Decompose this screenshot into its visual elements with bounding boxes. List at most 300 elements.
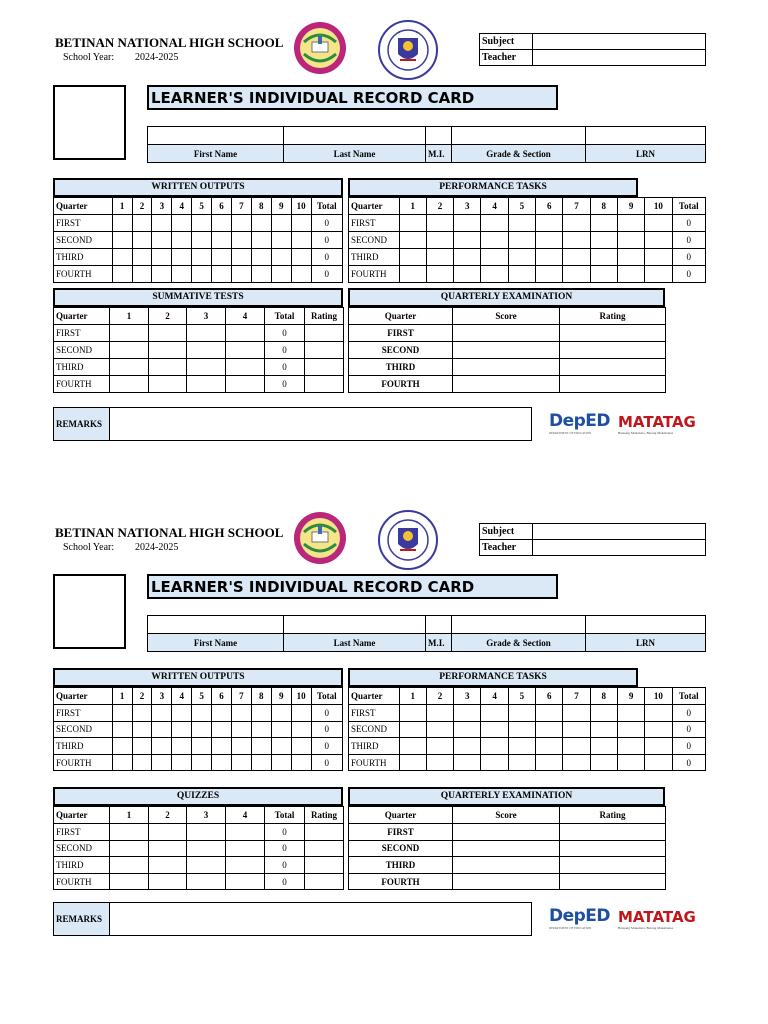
score-cell[interactable] — [617, 705, 644, 722]
score-cell[interactable] — [508, 705, 535, 722]
exam-rating-cell[interactable] — [560, 857, 666, 874]
score-cell[interactable] — [563, 215, 590, 232]
score-cell[interactable] — [645, 754, 672, 771]
grade-section-field[interactable] — [452, 616, 586, 634]
school-seal-icon — [292, 20, 348, 76]
summative-col-header: Rating — [305, 308, 344, 325]
written_outputs-col-header: 2 — [132, 688, 152, 705]
score-cell[interactable] — [399, 705, 426, 722]
score-cell[interactable] — [617, 249, 644, 266]
teacher-field[interactable] — [533, 540, 706, 556]
score-cell[interactable] — [454, 754, 481, 771]
score-cell[interactable] — [192, 754, 212, 771]
score-cell[interactable] — [172, 232, 192, 249]
score-cell[interactable] — [563, 754, 590, 771]
score-cell[interactable] — [645, 249, 672, 266]
score-cell[interactable] — [426, 754, 453, 771]
score-cell[interactable] — [454, 266, 481, 283]
exam-rating-cell[interactable] — [560, 824, 666, 841]
score-cell[interactable] — [563, 705, 590, 722]
score-cell[interactable] — [187, 342, 226, 359]
rating-cell[interactable] — [305, 359, 344, 376]
score-cell[interactable] — [112, 215, 132, 232]
score-cell[interactable] — [172, 249, 192, 266]
score-cell[interactable] — [187, 824, 226, 841]
score-cell[interactable] — [231, 721, 251, 738]
score-cell[interactable] — [192, 249, 212, 266]
photo-box[interactable] — [53, 85, 126, 160]
subject-field[interactable] — [533, 34, 706, 50]
last-name-field[interactable] — [284, 127, 426, 145]
score-cell[interactable] — [110, 840, 149, 857]
score-cell[interactable] — [231, 266, 251, 283]
subject-field[interactable] — [533, 524, 706, 540]
exam-score-cell[interactable] — [453, 325, 560, 342]
score-cell[interactable] — [563, 721, 590, 738]
score-cell[interactable] — [454, 738, 481, 755]
table-row — [349, 215, 706, 232]
score-cell[interactable] — [617, 721, 644, 738]
score-cell[interactable] — [508, 754, 535, 771]
score-cell[interactable] — [563, 232, 590, 249]
exam-score-cell[interactable] — [453, 857, 560, 874]
matatag-logo-text: MATATAG — [618, 413, 696, 431]
total-cell: 0 — [672, 721, 705, 738]
score-cell[interactable] — [426, 266, 453, 283]
score-cell[interactable] — [645, 738, 672, 755]
quarter-label: FOURTH — [349, 873, 453, 890]
exam-score-cell[interactable] — [453, 376, 560, 393]
info-header: First Name — [148, 145, 284, 163]
score-cell[interactable] — [563, 266, 590, 283]
score-cell[interactable] — [399, 215, 426, 232]
card-title: LEARNER'S INDIVIDUAL RECORD CARD — [147, 574, 558, 599]
score-cell[interactable] — [251, 266, 271, 283]
score-cell[interactable] — [149, 342, 187, 359]
exam-rating-cell[interactable] — [560, 359, 666, 376]
score-cell[interactable] — [271, 249, 291, 266]
score-cell[interactable] — [508, 721, 535, 738]
score-cell[interactable] — [454, 215, 481, 232]
score-cell[interactable] — [112, 232, 132, 249]
score-cell[interactable] — [231, 215, 251, 232]
score-cell[interactable] — [271, 215, 291, 232]
score-cell[interactable] — [231, 232, 251, 249]
score-cell[interactable] — [226, 376, 265, 393]
quarter-label: FIRST — [54, 325, 110, 342]
score-cell[interactable] — [149, 840, 187, 857]
score-cell[interactable] — [152, 249, 172, 266]
exam-rating-cell[interactable] — [560, 873, 666, 890]
score-cell[interactable] — [481, 705, 508, 722]
score-cell[interactable] — [149, 873, 187, 890]
score-cell[interactable] — [536, 215, 563, 232]
quarter-label: FIRST — [54, 824, 110, 841]
score-cell[interactable] — [251, 249, 271, 266]
remarks-box[interactable] — [53, 902, 532, 936]
score-cell[interactable] — [149, 857, 187, 874]
score-cell[interactable] — [172, 705, 192, 722]
mi-field[interactable] — [426, 127, 452, 145]
score-cell[interactable] — [291, 705, 311, 722]
score-cell[interactable] — [212, 721, 232, 738]
exam-score-cell[interactable] — [453, 359, 560, 376]
score-cell[interactable] — [212, 215, 232, 232]
total-cell: 0 — [265, 857, 305, 874]
summative-title: SUMMATIVE TESTS — [53, 288, 343, 307]
score-cell[interactable] — [481, 721, 508, 738]
total-cell: 0 — [265, 840, 305, 857]
score-cell[interactable] — [226, 857, 265, 874]
score-cell[interactable] — [590, 705, 617, 722]
score-cell[interactable] — [426, 705, 453, 722]
summative-col-header: 2 — [149, 807, 187, 824]
score-cell[interactable] — [590, 215, 617, 232]
score-cell[interactable] — [271, 721, 291, 738]
score-cell[interactable] — [291, 215, 311, 232]
score-cell[interactable] — [226, 824, 265, 841]
matatag-logo-subtext: Bansang Makabata, Batang Makabansa — [618, 431, 674, 435]
learner-info-table — [147, 126, 706, 163]
performance_tasks-title: PERFORMANCE TASKS — [348, 668, 638, 687]
score-cell[interactable] — [112, 754, 132, 771]
score-cell[interactable] — [271, 266, 291, 283]
summative-table — [53, 806, 344, 890]
performance_tasks-title: PERFORMANCE TASKS — [348, 178, 638, 197]
score-cell[interactable] — [508, 232, 535, 249]
score-cell[interactable] — [132, 705, 152, 722]
score-cell[interactable] — [645, 215, 672, 232]
written_outputs-table — [53, 197, 343, 283]
score-cell[interactable] — [645, 266, 672, 283]
score-cell[interactable] — [454, 721, 481, 738]
score-cell[interactable] — [152, 721, 172, 738]
score-cell[interactable] — [132, 232, 152, 249]
score-cell[interactable] — [110, 857, 149, 874]
performance_tasks-col-header: 3 — [454, 198, 481, 215]
score-cell[interactable] — [212, 738, 232, 755]
teacher-field[interactable] — [533, 50, 706, 66]
score-cell[interactable] — [271, 738, 291, 755]
rating-cell[interactable] — [305, 342, 344, 359]
score-cell[interactable] — [291, 754, 311, 771]
deped-logo-text: DepED — [549, 411, 611, 431]
quarter-label: SECOND — [54, 232, 113, 249]
score-cell[interactable] — [187, 376, 226, 393]
deped-logo-subtext: DEPARTMENT OF EDUCATION — [549, 926, 592, 930]
score-cell[interactable] — [590, 721, 617, 738]
total-cell: 0 — [311, 232, 342, 249]
record-card — [0, 490, 768, 980]
score-cell[interactable] — [226, 342, 265, 359]
written_outputs-col-header: 2 — [132, 198, 152, 215]
table-row — [54, 754, 343, 771]
score-cell[interactable] — [617, 754, 644, 771]
performance_tasks-table — [348, 197, 706, 283]
score-cell[interactable] — [481, 215, 508, 232]
score-cell[interactable] — [110, 376, 149, 393]
score-cell[interactable] — [399, 232, 426, 249]
score-cell[interactable] — [149, 376, 187, 393]
matatag-logo-subtext: Bansang Makabata, Batang Makabansa — [618, 926, 674, 930]
last-name-field[interactable] — [284, 616, 426, 634]
score-cell[interactable] — [112, 705, 132, 722]
exam-score-cell[interactable] — [453, 342, 560, 359]
remarks-label: REMARKS — [54, 903, 110, 935]
score-cell[interactable] — [251, 721, 271, 738]
score-cell[interactable] — [426, 232, 453, 249]
exam-rating-cell[interactable] — [560, 840, 666, 857]
score-cell[interactable] — [187, 840, 226, 857]
card-title: LEARNER'S INDIVIDUAL RECORD CARD — [147, 85, 558, 110]
table-row — [54, 249, 343, 266]
score-cell[interactable] — [563, 738, 590, 755]
score-cell[interactable] — [192, 232, 212, 249]
exam-score-cell[interactable] — [453, 873, 560, 890]
score-cell[interactable] — [645, 705, 672, 722]
performance_tasks-col-header: 8 — [590, 198, 617, 215]
lrn-field[interactable] — [586, 127, 706, 145]
score-cell[interactable] — [536, 266, 563, 283]
score-cell[interactable] — [251, 705, 271, 722]
total-cell: 0 — [672, 249, 705, 266]
score-cell[interactable] — [481, 738, 508, 755]
score-cell[interactable] — [226, 359, 265, 376]
score-cell[interactable] — [212, 754, 232, 771]
score-cell[interactable] — [251, 215, 271, 232]
rating-cell[interactable] — [305, 325, 344, 342]
score-cell[interactable] — [149, 824, 187, 841]
score-cell[interactable] — [110, 359, 149, 376]
quarter-label: FIRST — [54, 705, 113, 722]
score-cell[interactable] — [172, 215, 192, 232]
score-cell[interactable] — [152, 705, 172, 722]
score-cell[interactable] — [187, 873, 226, 890]
score-cell[interactable] — [212, 266, 232, 283]
score-cell[interactable] — [231, 705, 251, 722]
score-cell[interactable] — [590, 266, 617, 283]
score-cell[interactable] — [110, 325, 149, 342]
score-cell[interactable] — [399, 249, 426, 266]
score-cell[interactable] — [152, 754, 172, 771]
exam-score-cell[interactable] — [453, 824, 560, 841]
score-cell[interactable] — [590, 738, 617, 755]
grade-section-field[interactable] — [452, 127, 586, 145]
score-cell[interactable] — [481, 249, 508, 266]
score-cell[interactable] — [132, 266, 152, 283]
first-name-field[interactable] — [148, 127, 284, 145]
score-cell[interactable] — [617, 215, 644, 232]
photo-box[interactable] — [53, 574, 126, 649]
score-cell[interactable] — [536, 249, 563, 266]
score-cell[interactable] — [152, 215, 172, 232]
score-cell[interactable] — [481, 754, 508, 771]
score-cell[interactable] — [187, 359, 226, 376]
written_outputs-col-header: Quarter — [54, 688, 113, 705]
score-cell[interactable] — [132, 249, 152, 266]
score-cell[interactable] — [152, 266, 172, 283]
score-cell[interactable] — [590, 754, 617, 771]
score-cell[interactable] — [172, 754, 192, 771]
score-cell[interactable] — [192, 705, 212, 722]
lrn-field[interactable] — [586, 616, 706, 634]
score-cell[interactable] — [110, 824, 149, 841]
school-name: BETINAN NATIONAL HIGH SCHOOL — [55, 525, 284, 540]
total-cell: 0 — [311, 266, 342, 283]
table-row — [54, 721, 343, 738]
score-cell[interactable] — [536, 754, 563, 771]
score-cell[interactable] — [590, 249, 617, 266]
score-cell[interactable] — [132, 754, 152, 771]
written_outputs-col-header: 1 — [112, 198, 132, 215]
score-cell[interactable] — [212, 705, 232, 722]
exam-score-cell[interactable] — [453, 840, 560, 857]
total-cell: 0 — [265, 824, 305, 841]
summative-table — [53, 307, 344, 393]
written_outputs-col-header: 9 — [271, 198, 291, 215]
table-row — [54, 232, 343, 249]
table-row — [349, 232, 706, 249]
score-cell[interactable] — [172, 738, 192, 755]
rating-cell[interactable] — [305, 840, 344, 857]
quarter-label: FIRST — [349, 215, 400, 232]
score-cell[interactable] — [454, 249, 481, 266]
score-cell[interactable] — [149, 359, 187, 376]
score-cell[interactable] — [132, 738, 152, 755]
score-cell[interactable] — [226, 325, 265, 342]
score-cell[interactable] — [536, 705, 563, 722]
score-cell[interactable] — [187, 325, 226, 342]
written_outputs-title: WRITTEN OUTPUTS — [53, 668, 343, 687]
score-cell[interactable] — [563, 249, 590, 266]
score-cell[interactable] — [112, 266, 132, 283]
score-cell[interactable] — [508, 249, 535, 266]
score-cell[interactable] — [536, 738, 563, 755]
score-cell[interactable] — [226, 873, 265, 890]
quarter-label: FOURTH — [54, 873, 110, 890]
score-cell[interactable] — [426, 249, 453, 266]
performance_tasks-col-header: Quarter — [349, 198, 400, 215]
score-cell[interactable] — [212, 232, 232, 249]
score-cell[interactable] — [112, 738, 132, 755]
score-cell[interactable] — [617, 232, 644, 249]
score-cell[interactable] — [645, 232, 672, 249]
school-year: 2024-2025 — [135, 542, 179, 553]
score-cell[interactable] — [192, 266, 212, 283]
score-cell[interactable] — [426, 738, 453, 755]
score-cell[interactable] — [149, 325, 187, 342]
score-cell[interactable] — [508, 215, 535, 232]
total-cell: 0 — [672, 215, 705, 232]
score-cell[interactable] — [590, 232, 617, 249]
score-cell[interactable] — [291, 232, 311, 249]
score-cell[interactable] — [454, 232, 481, 249]
score-cell[interactable] — [112, 249, 132, 266]
score-cell[interactable] — [426, 215, 453, 232]
rating-cell[interactable] — [305, 376, 344, 393]
subject-teacher-table — [479, 33, 706, 66]
score-cell[interactable] — [291, 738, 311, 755]
table-row — [54, 215, 343, 232]
performance_tasks-col-header: Quarter — [349, 688, 400, 705]
score-cell[interactable] — [192, 215, 212, 232]
score-cell[interactable] — [645, 721, 672, 738]
score-cell[interactable] — [617, 266, 644, 283]
exam-rating-cell[interactable] — [560, 325, 666, 342]
score-cell[interactable] — [212, 249, 232, 266]
score-cell[interactable] — [271, 705, 291, 722]
score-cell[interactable] — [291, 249, 311, 266]
score-cell[interactable] — [271, 754, 291, 771]
score-cell[interactable] — [617, 738, 644, 755]
rating-cell[interactable] — [305, 824, 344, 841]
written_outputs-col-header: 5 — [192, 198, 212, 215]
written_outputs-col-header: 10 — [291, 198, 311, 215]
score-cell[interactable] — [399, 738, 426, 755]
score-cell[interactable] — [536, 232, 563, 249]
score-cell[interactable] — [271, 232, 291, 249]
score-cell[interactable] — [399, 266, 426, 283]
score-cell[interactable] — [481, 266, 508, 283]
total-cell: 0 — [672, 705, 705, 722]
score-cell[interactable] — [172, 266, 192, 283]
score-cell[interactable] — [251, 232, 271, 249]
score-cell[interactable] — [291, 266, 311, 283]
mi-field[interactable] — [426, 616, 452, 634]
quarter-label: FIRST — [349, 705, 400, 722]
score-cell[interactable] — [399, 721, 426, 738]
score-cell[interactable] — [110, 342, 149, 359]
score-cell[interactable] — [508, 738, 535, 755]
score-cell[interactable] — [152, 232, 172, 249]
remarks-box[interactable] — [53, 407, 532, 441]
score-cell[interactable] — [536, 721, 563, 738]
score-cell[interactable] — [231, 249, 251, 266]
score-cell[interactable] — [226, 840, 265, 857]
score-cell[interactable] — [152, 738, 172, 755]
score-cell[interactable] — [508, 266, 535, 283]
score-cell[interactable] — [112, 721, 132, 738]
score-cell[interactable] — [399, 754, 426, 771]
score-cell[interactable] — [132, 215, 152, 232]
exam-rating-cell[interactable] — [560, 376, 666, 393]
score-cell[interactable] — [172, 721, 192, 738]
score-cell[interactable] — [231, 738, 251, 755]
quarter-label: FOURTH — [54, 376, 110, 393]
score-cell[interactable] — [187, 857, 226, 874]
score-cell[interactable] — [132, 721, 152, 738]
rating-cell[interactable] — [305, 873, 344, 890]
first-name-field[interactable] — [148, 616, 284, 634]
score-cell[interactable] — [426, 721, 453, 738]
exam-rating-cell[interactable] — [560, 342, 666, 359]
table-row — [54, 325, 344, 342]
score-cell[interactable] — [251, 754, 271, 771]
score-cell[interactable] — [231, 754, 251, 771]
score-cell[interactable] — [481, 232, 508, 249]
score-cell[interactable] — [110, 873, 149, 890]
rating-cell[interactable] — [305, 857, 344, 874]
score-cell[interactable] — [454, 705, 481, 722]
score-cell[interactable] — [251, 738, 271, 755]
quarter-label: SECOND — [54, 840, 110, 857]
performance_tasks-col-header: 1 — [399, 688, 426, 705]
written_outputs-col-header: 6 — [212, 198, 232, 215]
score-cell[interactable] — [192, 738, 212, 755]
score-cell[interactable] — [291, 721, 311, 738]
table-row — [54, 824, 344, 841]
score-cell[interactable] — [192, 721, 212, 738]
